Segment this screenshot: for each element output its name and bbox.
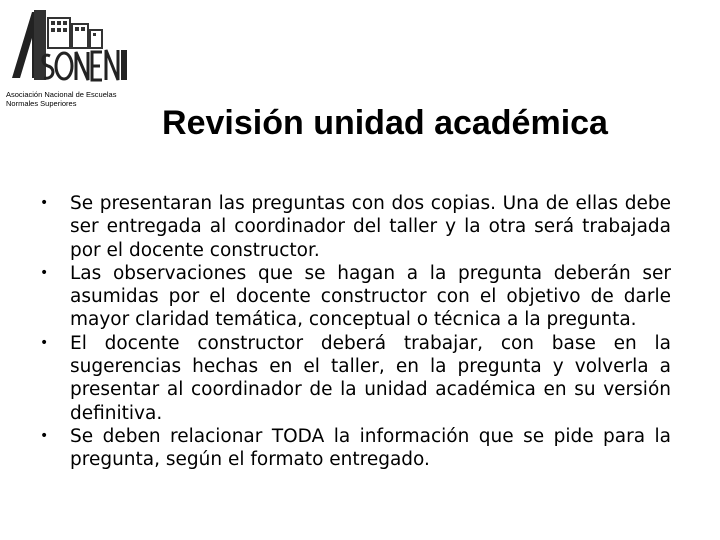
bullet-item [35, 425, 671, 472]
asonen-logo [4, 8, 134, 112]
bullet-item [35, 192, 671, 262]
bullet-dot-icon: • [40, 427, 49, 444]
bullet-text: El docente constructor deberá trabajar, con base en la sugerencias hechas en el taller, en la pregunta y volverla a presentar al coordinador de la unidad académica en su versión definitiva. [70, 332, 671, 424]
bullet-item [35, 332, 671, 425]
asonen-logo-graphic [4, 8, 134, 90]
bullet-text: Se deben relacionar TODA la información que se pide para la pregunta, según el formato entregado. [70, 425, 671, 471]
bullet-text: Se presentaran las preguntas con dos copias. Una de ellas debe ser entregada al coordinador del taller y la otra será trabajada por el docente constructor. [70, 193, 671, 261]
bullet-dot-icon: • [40, 334, 49, 351]
bullet-item [35, 262, 671, 332]
logo-caption-line2: Normales Superiores [6, 99, 77, 108]
logo-caption-line1: Asociación Nacional de Escuelas [6, 90, 117, 99]
bullet-list [35, 192, 671, 472]
bullet-text: Las observaciones que se hagan a la pregunta deberán ser asumidas por el docente constructor con el objetivo de darle mayor claridad temática, conceptual o técnica a la pregunta. [70, 262, 671, 331]
bullet-dot-icon: • [40, 264, 49, 281]
bullet-dot-icon: • [40, 195, 49, 211]
page-title: Revisión unidad académica [162, 104, 608, 142]
